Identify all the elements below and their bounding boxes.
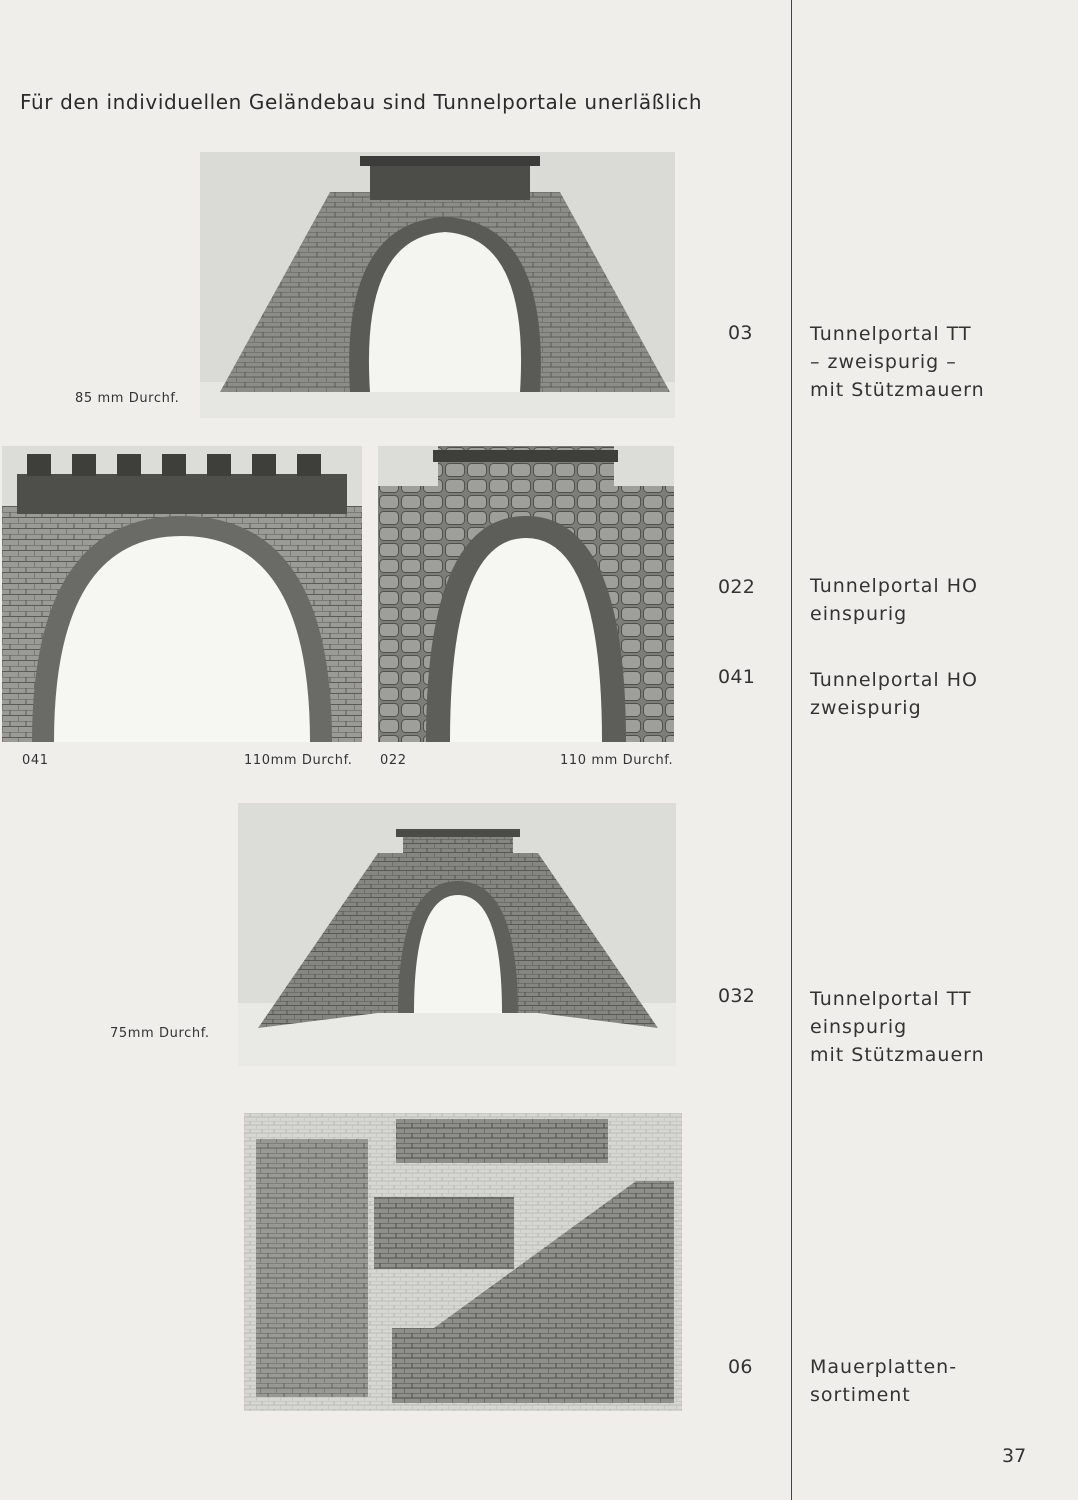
page-number: 37 <box>1002 1445 1027 1467</box>
photo-wall-plates-06 <box>244 1113 682 1411</box>
caption-size-032: 75mm Durchf. <box>110 1026 210 1041</box>
column-divider <box>791 0 792 1500</box>
description-line: Tunnelportal TT <box>810 323 972 345</box>
item-number-022: 022 <box>718 576 756 598</box>
caption-size-03: 85 mm Durchf. <box>75 391 180 406</box>
description-line: mit Stützmauern <box>810 1044 985 1066</box>
description-line: einspurig <box>810 1016 908 1038</box>
caption-code-041: 041 <box>22 753 49 768</box>
caption-code-022: 022 <box>380 753 407 768</box>
description-line: Tunnelportal HO <box>810 669 978 691</box>
description-line: mit Stützmauern <box>810 379 985 401</box>
caption-size-041: 110mm Durchf. <box>244 753 353 768</box>
photo-tunnel-portal-022 <box>378 446 674 742</box>
description-line: Tunnelportal HO <box>810 575 978 597</box>
description-line: Tunnelportal TT <box>810 988 972 1010</box>
description-line: sortiment <box>810 1384 911 1406</box>
description-line: zweispurig <box>810 697 922 719</box>
page-heading: Für den individuellen Geländebau sind Tunnelportale unerläßlich <box>20 90 703 114</box>
item-description-032 <box>810 985 985 1069</box>
item-description-041 <box>810 666 978 722</box>
description-line: einspurig <box>810 603 908 625</box>
item-number-06: 06 <box>728 1356 753 1378</box>
caption-size-022: 110 mm Durchf. <box>560 753 674 768</box>
item-description-022 <box>810 572 978 628</box>
item-number-041: 041 <box>718 666 756 688</box>
photo-tunnel-portal-032 <box>238 803 676 1066</box>
item-description-03 <box>810 320 985 404</box>
photo-tunnel-portal-041 <box>2 446 362 742</box>
description-line: – zweispurig – <box>810 351 957 373</box>
item-description-06 <box>810 1353 957 1409</box>
item-number-032: 032 <box>718 985 756 1007</box>
item-number-03: 03 <box>728 322 753 344</box>
description-line: Mauerplatten- <box>810 1356 958 1378</box>
photo-tunnel-portal-03 <box>200 152 675 418</box>
